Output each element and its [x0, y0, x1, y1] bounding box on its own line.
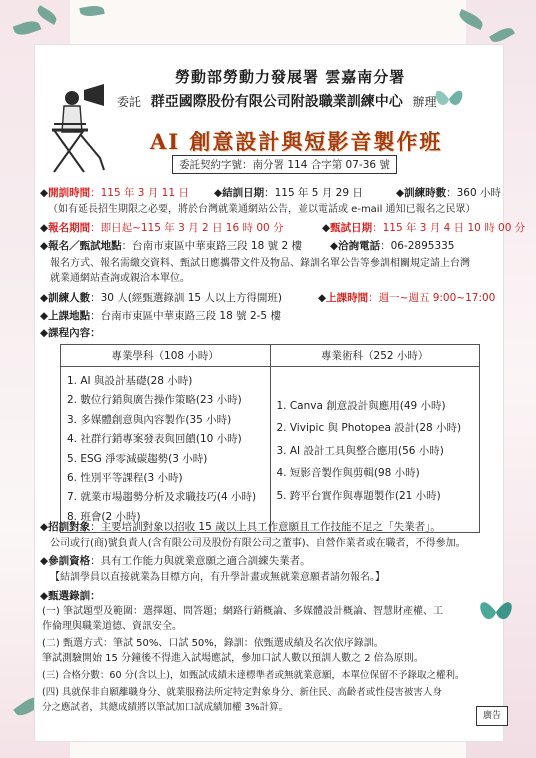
- class-time-value: ：週一~週五 9:00~17:00: [368, 292, 496, 304]
- selection-label: 甄選錄訓：: [48, 590, 101, 602]
- theory-item: 6. 性別平等課程(3 小時): [67, 471, 183, 484]
- qualification-note: 【結訓學員以直接就業為目標方向，有升學計畫或無就業意願者請勿報名。】: [50, 572, 385, 583]
- tech-item: 3. AI 設計工具與整合應用(56 小時): [276, 444, 444, 457]
- people-value: ：30 人(經甄選錄訓 15 人以上方得開班): [90, 292, 283, 304]
- class-place-value: ：台南市東區中華東路三段 18 號 2-5 樓: [90, 310, 281, 322]
- theory-item: 5. ESG 淨零減碳趨勢(3 小時): [67, 452, 208, 465]
- organizer-line: 勞動部勞動力發展署 雲嘉南分署: [175, 68, 406, 86]
- location-label: 報名／甄試地點: [48, 240, 122, 252]
- open-date-label: 開訓時間: [48, 187, 91, 199]
- close-date-label: 結訓日期: [222, 187, 265, 199]
- entrust-suffix: 辦理: [412, 95, 437, 109]
- close-date-row: ◆結訓日期：115 年 5 月 29 日: [214, 187, 363, 199]
- selection-item: (二) 甄選方式：筆試 50%、口試 50%，錄訓：依甄選成績及名次依序錄訓。: [42, 638, 384, 649]
- tech-item: 2. Vivipic 與 Photopea 設計(28 小時): [276, 422, 462, 435]
- signup-period-label: 報名期間: [48, 222, 91, 234]
- selection-item: 作倫理與職業道德、資訊安全。: [42, 621, 182, 632]
- people-label: 訓練人數: [48, 292, 91, 304]
- qualification-row: ◆參訓資格：具有工作能力與就業意願之適合訓練失業者。: [40, 555, 311, 567]
- entrust-prefix: 委託: [117, 95, 142, 109]
- exam-date-label: 甄試日期: [330, 222, 373, 234]
- close-date-value: ：115 年 5 月 29 日: [264, 187, 363, 199]
- class-time-row: ◆上課時間：週一~週五 9:00~17:00: [318, 292, 496, 304]
- course-content-label: 課程內容：: [48, 327, 101, 339]
- people-row: ◆訓練人數：30 人(經甄選錄訓 15 人以上方得開班): [40, 292, 283, 304]
- signup-method-line1: 報名方式、報名需繳交資料、甄試日應攜帶文件及物品、錄訓名單公告等參訓相關規定請上台灣: [50, 258, 470, 269]
- selection-item: (三) 合格分數：60 分(含以上)，如甄試成績未達標準者或無就業意願，本單位保留不予錄取之權利。: [42, 670, 465, 681]
- target-row: ◆招訓對象：主要培訓對象以招收 15 歲以上具工作意願且工作技能不足之「失業者」。: [40, 521, 441, 533]
- theory-item: 2. 數位行銷與廣告操作策略(23 小時): [67, 394, 242, 407]
- exam-date-row: ◆甄試日期：115 年 3 月 4 日 10 時 00 分: [322, 222, 526, 234]
- qualification-label: 參訓資格: [48, 555, 91, 567]
- theory-item: 4. 社群行銷專案發表與回饋(10 小時): [67, 433, 242, 446]
- target-label: 招訓對象: [48, 521, 91, 533]
- qualification-value: ：具有工作能力與就業意願之適合訓練失業者。: [90, 555, 311, 567]
- location-value: ：台南市東區中華東路三段 18 號 2 樓: [121, 240, 302, 252]
- course-table: [60, 344, 480, 533]
- tech-item: 5. 跨平台實作與專題製作(21 小時): [276, 489, 441, 502]
- selection-item: (一) 筆試題型及範圍：選擇題、問答題；網路行銷概論、多媒體設計概論、智慧財產權、工: [42, 606, 443, 617]
- entrust-company: 群亞國際股份有限公司附設職業訓練中心: [150, 94, 403, 110]
- open-date-value: ：115 年 3 月 11 日: [90, 187, 189, 199]
- theory-item: 1. AI 與設計基礎(28 小時): [67, 375, 193, 387]
- advertisement-label: 廣告: [476, 706, 508, 726]
- theory-header: 專業學科（108 小時）: [61, 345, 271, 367]
- target-note: 公司或行(商)號負責人(含有限公司及股份有限公司之董事)、自營作業者或在職者，不得參加。: [50, 538, 466, 549]
- selection-item: 筆試測驗開始 15 分鐘後不得進入試場應試，參加口試人數以預訓人數之 2 倍為原則。: [42, 653, 424, 664]
- signup-method-line2: 就業通網站查詢或親洽本單位。: [50, 273, 190, 284]
- butterfly-icon: [432, 82, 466, 116]
- theory-item: 3. 多媒體創意與內容製作(35 小時): [67, 413, 232, 426]
- class-time-label: 上課時間: [326, 292, 369, 304]
- theory-cell: [61, 367, 271, 533]
- phone-row: ◆洽詢電話：06-2895335: [330, 240, 455, 252]
- tech-header: 專業術科（252 小時）: [270, 345, 480, 367]
- exam-date-value: ：115 年 3 月 4 日 10 時 00 分: [372, 222, 526, 234]
- class-place-row: ◆上課地點：台南市東區中華東路三段 18 號 2-5 樓: [40, 310, 281, 322]
- tech-cell: [270, 367, 480, 533]
- selection-row: ◆甄選錄訓：: [40, 590, 101, 602]
- course-title: AI 創意設計與短影音製作班: [150, 129, 443, 154]
- director-chair-illustration: [44, 84, 114, 176]
- phone-label: 洽詢電話: [338, 240, 381, 252]
- hours-value: ：360 小時: [446, 187, 501, 199]
- theory-item: 7. 就業市場趨勢分析及求職技巧(4 小時): [67, 491, 257, 504]
- open-date-row: ◆開訓時間：115 年 3 月 11 日: [40, 187, 189, 199]
- theory-item: 8. 班會(2 小時): [67, 510, 141, 523]
- entrust-row: [117, 91, 437, 111]
- contract-number: 委託契約字號：南分署 114 合字第 07-36 號: [172, 155, 397, 174]
- class-place-label: 上課地點: [48, 310, 91, 322]
- extend-note: （如有延長招生期限之必要，將於台灣就業通網站公告，並以電話或 e-mail 通知已報名之民眾）: [48, 204, 476, 215]
- signup-period-row: ◆報名期間：即日起~115 年 3 月 2 日 16 時 00 分: [40, 222, 284, 234]
- hours-label: 訓練時數: [404, 187, 447, 199]
- butterfly-icon: [476, 592, 516, 632]
- course-content-row: ◆課程內容：: [40, 327, 101, 339]
- leaf-decoration: [79, 4, 104, 18]
- selection-item: (四) 具就保非自願離職身分、就業服務法所定特定對象身分、新住民、高齡者或性侵害被害人身: [42, 687, 442, 698]
- tech-item: 4. 短影音製作與剪輯(98 小時): [276, 467, 420, 480]
- target-value: ：主要培訓對象以招收 15 歲以上具工作意願且工作技能不足之「失業者」。: [90, 521, 441, 533]
- location-row: ◆報名／甄試地點：台南市東區中華東路三段 18 號 2 樓: [40, 240, 302, 252]
- signup-period-value: ：即日起~115 年 3 月 2 日 16 時 00 分: [90, 222, 284, 234]
- phone-value: ：06-2895335: [380, 240, 455, 252]
- tech-item: 1. Canva 創意設計與應用(49 小時): [276, 400, 446, 412]
- hours-row: ◆訓練時數：360 小時: [396, 187, 501, 199]
- selection-item: 分之應試者，其總成績將以筆試加口試成績加權 3%計算。: [42, 702, 289, 713]
